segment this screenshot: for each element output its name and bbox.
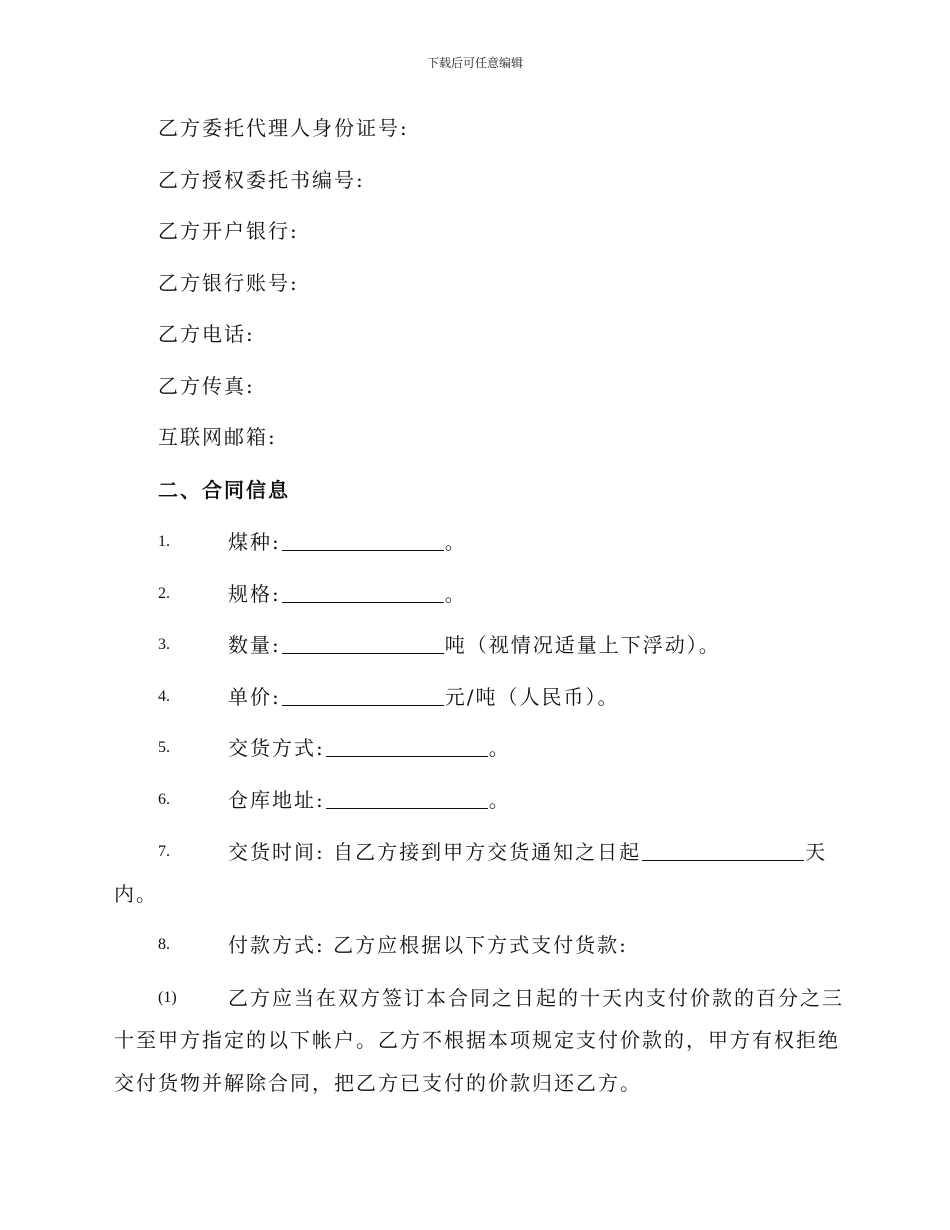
item-suffix: 元/吨（人民币）。 <box>444 685 620 709</box>
item-unit-price <box>228 683 620 711</box>
item-label: 规格: <box>228 582 281 606</box>
item-label: 煤种: <box>228 530 281 554</box>
item-label: 单价: <box>228 685 281 709</box>
item-delivery-method <box>228 734 511 762</box>
blank-line <box>282 530 444 551</box>
item-suffix: 。 <box>444 530 467 554</box>
item-number: 1. <box>158 533 170 550</box>
sub-item-first-line: 乙方应当在双方签订本合同之日起的十天内支付价款的百分之三 <box>228 986 844 1010</box>
item-number: 6. <box>158 791 170 808</box>
field-authorization-number: 乙方授权委托书编号: <box>158 168 365 192</box>
item-suffix: 。 <box>488 788 511 812</box>
blank-line <box>282 582 444 603</box>
sub-item-line-3: 交付货物并解除合同，把乙方已支付的价款归还乙方。 <box>114 1071 642 1095</box>
item-payment-method: 付款方式: 乙方应根据以下方式支付货款: <box>228 933 628 957</box>
item-label: 数量: <box>228 633 281 657</box>
item-number: 7. <box>158 843 170 860</box>
field-bank-account: 乙方银行账号: <box>158 271 299 295</box>
item-suffix: 吨（视情况适量上下浮动）。 <box>444 633 721 657</box>
item-label: 交货方式: <box>228 736 325 760</box>
item-delivery-time-wrap: 内。 <box>114 882 158 906</box>
blank-line <box>282 633 444 654</box>
item-specification <box>228 580 467 608</box>
item-number: 5. <box>158 739 170 756</box>
item-quantity <box>228 631 721 659</box>
item-number: 3. <box>158 636 170 653</box>
section-title: 二、合同信息 <box>158 478 290 502</box>
field-agent-id: 乙方委托代理人身份证号: <box>158 116 409 140</box>
item-delivery-time <box>228 838 827 866</box>
item-number: 2. <box>158 585 170 602</box>
item-suffix: 天 <box>805 840 828 864</box>
item-suffix: 。 <box>488 736 511 760</box>
item-warehouse-address <box>228 786 511 814</box>
blank-line <box>282 685 444 706</box>
item-label: 交货时间: 自乙方接到甲方交货通知之日起 <box>228 840 642 864</box>
field-email: 互联网邮箱: <box>158 425 277 449</box>
item-coal-type <box>228 528 467 556</box>
sub-item-line-2: 十至甲方指定的以下帐户。乙方不根据本项规定支付价款的，甲方有权拒绝 <box>114 1028 840 1052</box>
item-label: 仓库地址: <box>228 788 325 812</box>
item-suffix: 。 <box>444 582 467 606</box>
item-number: 4. <box>158 688 170 705</box>
item-number: 8. <box>158 936 170 953</box>
blank-line <box>326 788 488 809</box>
blank-line <box>642 840 804 861</box>
field-bank: 乙方开户银行: <box>158 219 299 243</box>
field-phone: 乙方电话: <box>158 322 255 346</box>
sub-item-number: (1) <box>158 989 177 1006</box>
page-header: 下载后可任意编辑 <box>426 56 523 70</box>
blank-line <box>326 736 488 757</box>
field-fax: 乙方传真: <box>158 374 255 398</box>
